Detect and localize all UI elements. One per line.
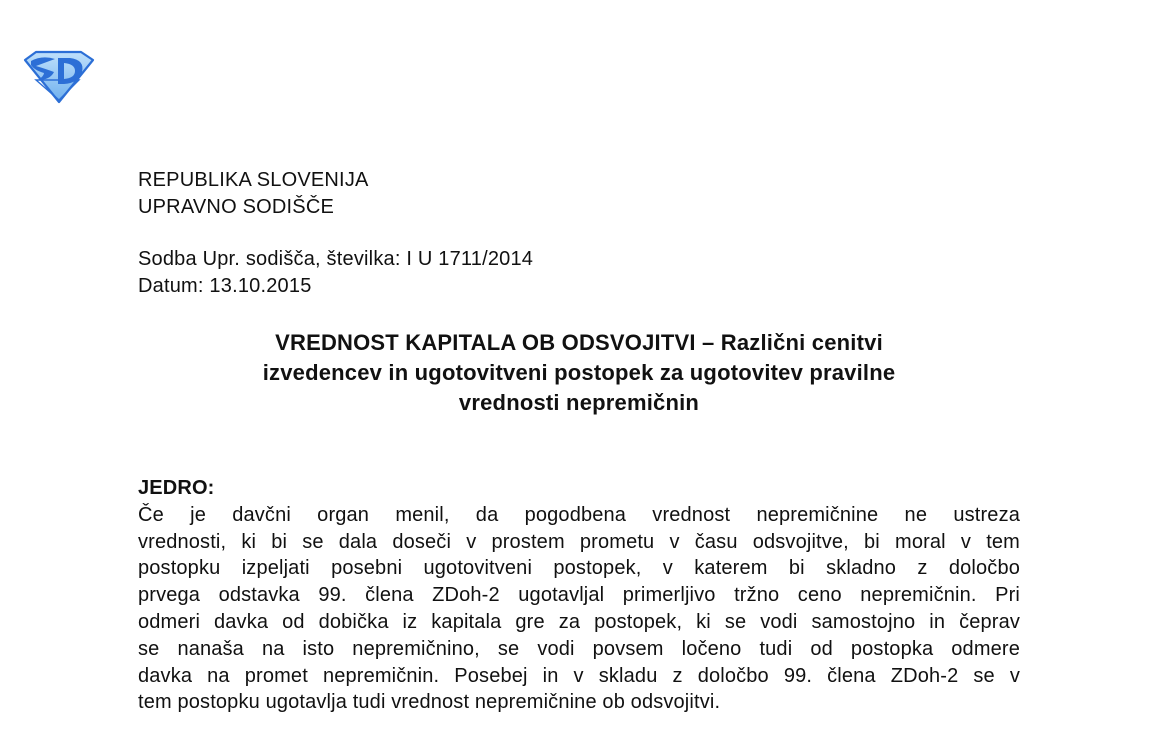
jedro-line: odmeri davka od dobička iz kapitala gre za postopek, ki se vodi samostojno in čeprav	[138, 610, 1020, 633]
jedro-line: se nanaša na isto nepremičnino, se vodi povsem ločeno tudi od postopka odmere	[138, 637, 1020, 660]
jedro-section	[138, 475, 1020, 716]
title-line-3: vrednosti nepremičnin	[458, 390, 700, 415]
jedro-line: tem postopku ugotavlja tudi vrednost nepremičnine ob odsvojitvi.	[138, 691, 721, 714]
case-date: Datum: 13.10.2015	[138, 275, 312, 297]
document-title	[138, 328, 1020, 418]
title-line-1: VREDNOST KAPITALA OB ODSVOJITVI – Različni cenitvi	[275, 330, 883, 355]
country-name: REPUBLIKA SLOVENIJA	[138, 169, 369, 191]
jedro-line: prvega odstavka 99. člena ZDoh-2 ugotavljal primerljivo tržno ceno nepremičnin. Pri	[138, 584, 1020, 607]
jedro-line: postopku izpeljati posebni ugotovitveni postopek, v katerem bi skladno z določbo	[138, 557, 1020, 580]
jedro-line: vrednosti, ki bi se dala doseči v prostem prometu v času odsvojitve, bi moral v tem	[138, 530, 1020, 553]
court-emblem-icon	[22, 50, 95, 104]
jedro-line: Če je davčni organ menil, da pogodbena vrednost nepremičnine ne ustreza	[138, 503, 1020, 526]
title-line-2: izvedencev in ugotovitveni postopek za ugotovitev pravilne	[262, 360, 896, 385]
case-number: Sodba Upr. sodišča, številka: I U 1711/2014	[138, 248, 534, 270]
jedro-heading: JEDRO:	[138, 477, 215, 499]
case-info	[138, 246, 533, 300]
jedro-body	[138, 502, 1020, 716]
court-header	[138, 167, 369, 221]
jedro-line: davka na promet nepremičnin. Posebej in v skladu z določbo 99. člena ZDoh-2 se v	[138, 664, 1020, 687]
court-name: UPRAVNO SODIŠČE	[138, 196, 334, 218]
